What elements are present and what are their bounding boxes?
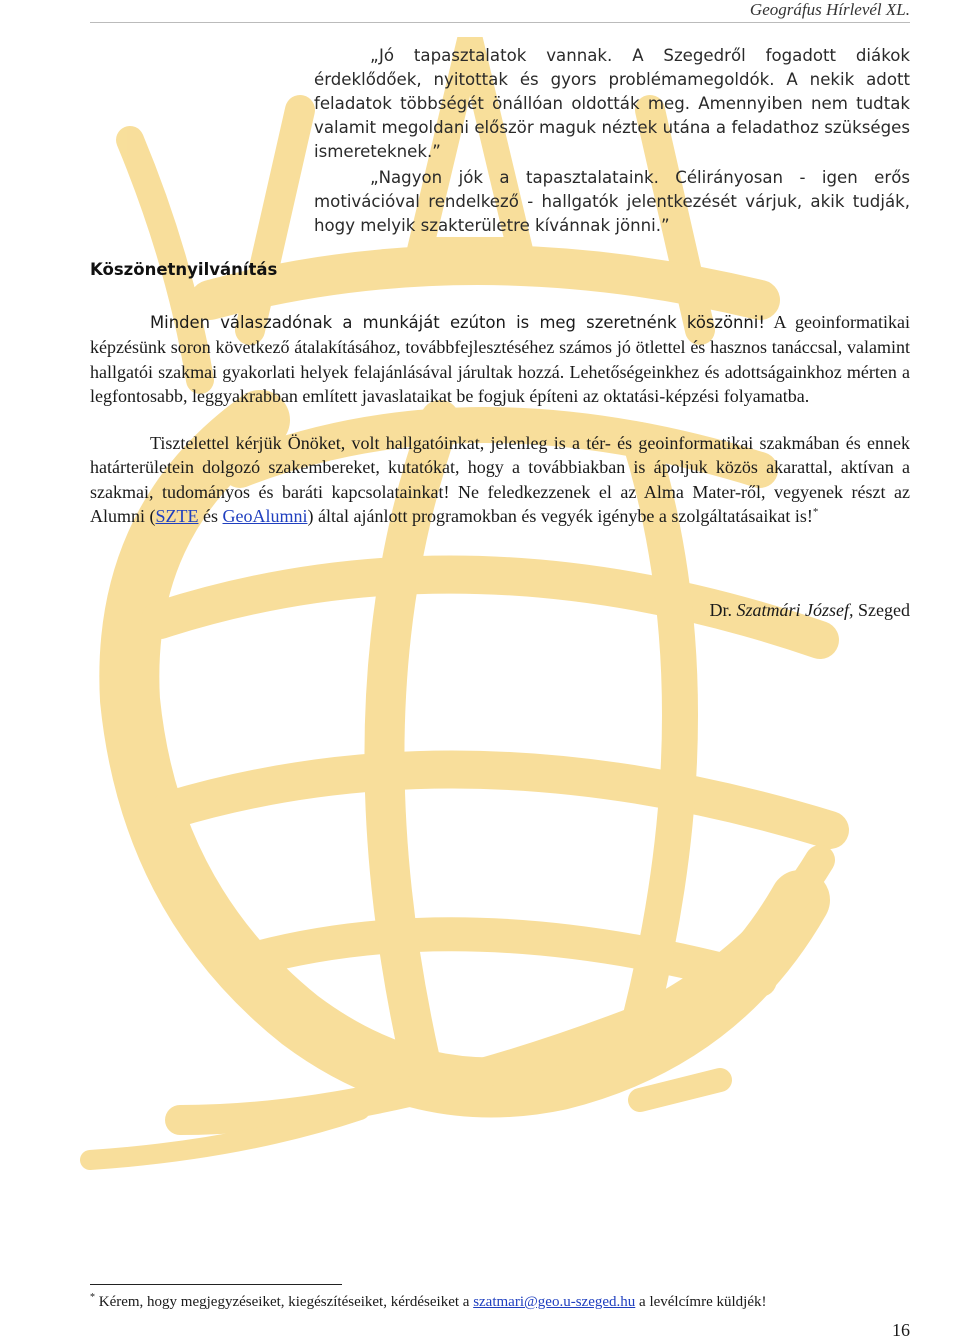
email-link[interactable]: szatmari@geo.u-szeged.hu <box>473 1294 636 1310</box>
footnote-text-start: Kérem, hogy megjegyzéseiket, kiegészítéseiket, kérdéseiket a <box>95 1294 474 1310</box>
szte-link[interactable]: SZTE <box>155 506 199 527</box>
quote-paragraph-2 <box>314 166 910 238</box>
section-heading: Köszönetnyilvánítás <box>90 260 278 279</box>
footnote <box>90 1294 910 1311</box>
page-number: 16 <box>892 1320 910 1340</box>
appeal-text-end: ) által ajánlott programokban és vegyék igénybe a szolgáltatásaikat is! <box>307 506 813 527</box>
geoalumni-link[interactable]: GeoAlumni <box>222 506 308 527</box>
acknowledgement-paragraph <box>90 310 910 409</box>
footnote-divider <box>90 1284 342 1285</box>
signature-prefix: Dr. <box>709 600 737 620</box>
appeal-text-mid: és <box>198 506 223 527</box>
journal-title: Geográfus Hírlevél XL. <box>749 0 910 19</box>
footnote-reference: * <box>812 506 819 519</box>
acknowledgement-text: A geoinformatikai képzésünk soron következő átalakításához, továbbfejlesztéséhez számos jó ötlettel és hasznos tanáccsal, valamint hallgatói szakmai gyakorlati helyek felajánlásával járultak hozzá. Lehetőségeinkhez és adottságainkhoz mérten a legfontosabb, leggyakrabban említett javaslataikat be fogjuk építeni az oktatási-képzési folyamatba. <box>90 312 910 407</box>
quote-text-2: „Nagyon jók a tapasztalataink. Célirányosan - igen erős motivációval rendelkező - hallgatók jelentkezését várjuk, akik tudják, hogy melyik szakterületre kívánnak jönni.” <box>314 168 910 235</box>
appeal-text-start: Tisztelettel kérjük Önöket, volt hallgatóinkat, jelenleg is a tér- és geoinformatikai szakmában és ennek határterületein dolgozó szakembereket, kutatókat, hogy a továbbiakban is ápoljuk közös akarattal, aktívan a szakmai, tudományos és baráti kapcsolatainkat! Ne feledkezzenek el az Alma Mater-ről, vegyenek részt az Alumni ( <box>90 433 910 527</box>
signature-name: Szatmári József, <box>736 600 854 620</box>
quote-text-1: „Jó tapasztalatok vannak. A Szegedről fogadott diákok érdeklődőek, nyitottak és gyors problémamegoldók. A nekik adott feladatok többségét önállóan oldották meg. Amennyiben nem tudtak valamit megoldani először maguk néztek utána a feladathoz szükséges ismereteknek.” <box>314 46 910 161</box>
header-divider <box>90 22 910 23</box>
quote-paragraph-1 <box>314 44 910 164</box>
footnote-text-end: a levélcímre küldjék! <box>635 1294 767 1310</box>
footnote-mark: * <box>90 1292 95 1303</box>
signature-city: Szeged <box>853 600 910 620</box>
signature <box>710 600 910 621</box>
appeal-paragraph <box>90 431 910 529</box>
acknowledgement-lead: Minden válaszadónak a munkáját ezúton is meg szeretnénk köszönni! <box>150 313 765 332</box>
